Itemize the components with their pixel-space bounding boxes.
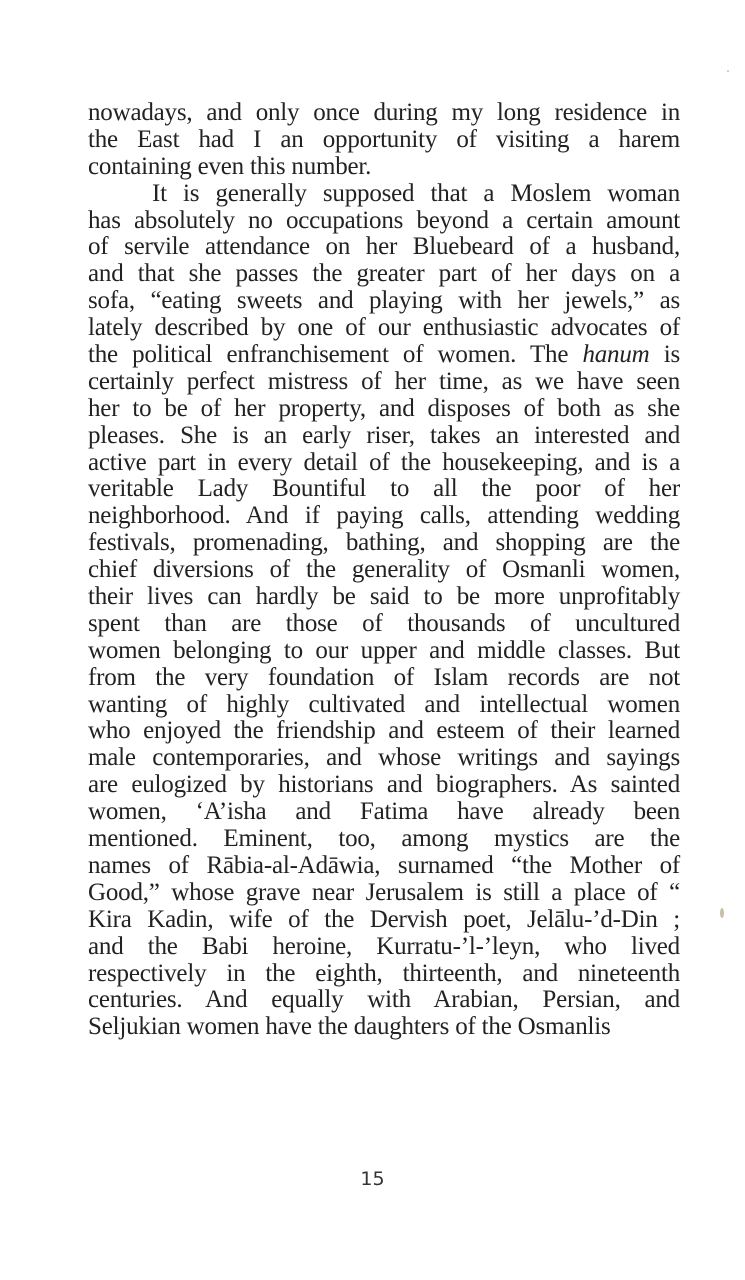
text-line-content: names of Rābia-al-Adāwia, surnamed “the Mother of [88,851,680,879]
text-line [88,718,680,745]
text-line-content: male contemporaries, and whose writings and sayings [88,744,680,772]
text-line [88,934,680,961]
text-line-content: chief diversions of the generality of Osmanli women, [88,556,680,584]
text-line-content: wanting of highly cultivated and intellectual women [88,690,680,718]
text-line-content: of servile attendance on her Bluebeard of a husband, [88,233,680,261]
text-line [88,772,680,799]
text-line [88,584,680,611]
text-line-content: neighborhood. And if paying calls, attending wedding [88,502,680,530]
text-line [88,261,680,288]
text-line-content: It is generally supposed that a Moslem woman [152,179,680,207]
text-line [88,853,680,880]
text-line [88,987,680,1014]
text-line-content [88,342,680,369]
text-line [88,880,680,907]
text-line-content: from the very foundation of Islam records are not [88,663,680,691]
text-line-content: women, ‘A’isha and Fatima have already been [88,798,680,826]
text-line [88,611,680,638]
text-line [88,181,680,208]
text-line [88,530,680,557]
paper-speck [720,908,724,918]
text-line-content: respectively in the eighth, thirteenth, and nineteenth [88,959,680,987]
text-line [88,826,680,853]
text-line-content: sofa, “eating sweets and playing with her jewels,” as [88,287,680,315]
text-line-content: containing even this number. [88,152,372,180]
text-line-content: active part in every detail of the housekeeping, and is a [88,448,680,476]
text-line [88,799,680,826]
text-line-content: who enjoyed the friendship and esteem of their learned [88,717,680,745]
text-line [88,342,680,369]
text-line [88,1014,680,1041]
italic-term: hanum [582,341,650,369]
text-line [88,450,680,477]
text-line [88,692,680,719]
text-line-content: lately described by one of our enthusiastic advocates of [88,314,680,342]
text-line [88,154,680,181]
text-line [88,476,680,503]
page-number: 15 [360,1168,385,1190]
text-line-content: pleases. She is an early riser, takes an interested and [88,421,680,449]
text-segment: is [649,341,681,369]
text-line [88,638,680,665]
text-line [88,961,680,988]
text-line-content: Good,” whose grave near Jerusalem is still a place of “ [88,878,680,906]
text-line [88,665,680,692]
text-line-content: mentioned. Eminent, too, among mystics are the [88,825,680,853]
text-line [88,100,680,127]
text-line [88,127,680,154]
page-body-text [88,100,680,1041]
text-line-content: nowadays, and only once during my long residence in [88,99,680,126]
text-line-content: centuries. And equally with Arabian, Persian, and [88,986,680,1014]
text-line-content: the East had I an opportunity of visiting a harem [88,125,680,153]
text-line [88,423,680,450]
text-line-content: festivals, promenading, bathing, and shopping are the [88,529,680,557]
text-line [88,234,680,261]
text-line-content: has absolutely no occupations beyond a certain amount [88,206,680,234]
text-line-content: women belonging to our upper and middle classes. But [88,636,680,664]
text-line-content: Kira Kadin, wife of the Dervish poet, Jelālu-’d-Din ; [88,905,680,933]
text-line [88,396,680,423]
paper-speck [727,70,729,72]
text-line-content: her to be of her property, and disposes of both as she [88,394,680,422]
text-line-content: are eulogized by historians and biographers. As sainted [88,771,680,799]
text-line [88,369,680,396]
text-segment: the political enfranchisement of women. The [88,341,583,369]
text-line [88,288,680,315]
text-line [88,557,680,584]
text-line-content: certainly perfect mistress of her time, as we have seen [88,367,680,395]
text-line-content: veritable Lady Bountiful to all the poor of her [88,475,680,503]
text-line-content: spent than are those of thousands of uncultured [88,609,680,637]
text-line-content: and that she passes the greater part of her days on a [88,260,680,288]
text-line [88,745,680,772]
text-line-content: and the Babi heroine, Kurratu-’l-’leyn, who lived [88,932,680,960]
text-line [88,315,680,342]
text-line [88,208,680,235]
text-line-content: Seljukian women have the daughters of the Osmanlis [88,1013,611,1041]
text-line [88,907,680,934]
text-line [88,503,680,530]
text-line-content: their lives can hardly be said to be more unprofitably [88,583,680,611]
